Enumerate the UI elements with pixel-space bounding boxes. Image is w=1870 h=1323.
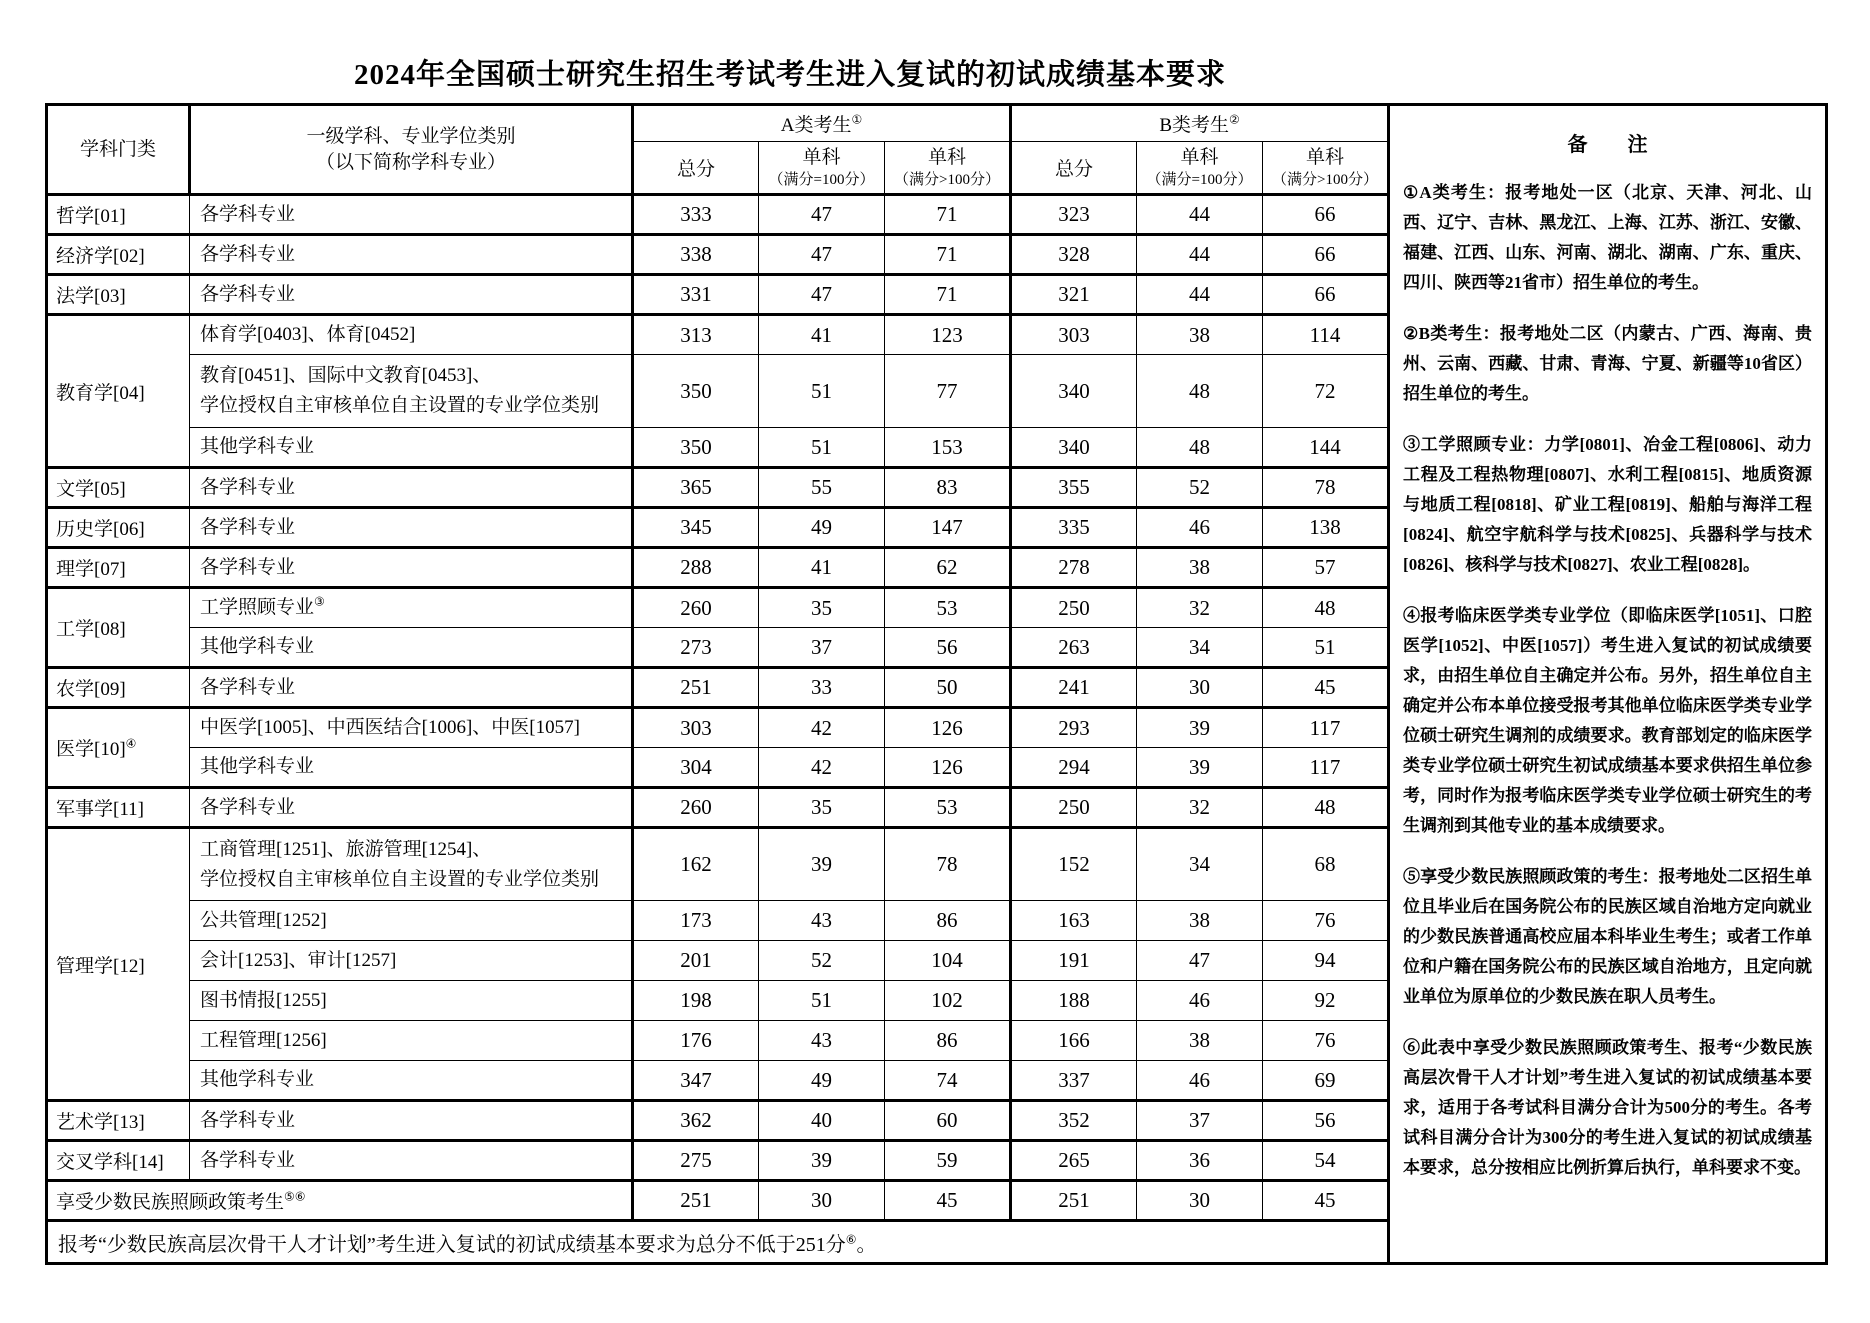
score-cell: 313 [633, 315, 759, 355]
score-cell: 335 [1011, 508, 1137, 548]
header-group-b-label: B类考生 [1159, 115, 1229, 136]
score-cell: 51 [1263, 628, 1389, 668]
header-group-a-label: A类考生 [780, 115, 852, 136]
score-cell: 41 [759, 315, 885, 355]
score-cell: 45 [885, 1181, 1011, 1221]
score-cell: 56 [885, 628, 1011, 668]
score-cell: 162 [633, 828, 759, 901]
score-cell: 43 [759, 901, 885, 941]
score-cell: 166 [1011, 1021, 1137, 1061]
note-paragraph: ⑥此表中享受少数民族照顾政策考生、报考“少数民族高层次骨干人才计划”考生进入复试的初试成绩基本要求，适用于各考试科目满分合计为500分的考生。各考试科目满分合计为300分的考生进入复试的初试成绩基本要求，总分按相应比例折算后执行，单科要求不变。 [1403, 1038, 1813, 1177]
score-cell: 265 [1011, 1141, 1137, 1181]
score-cell: 54 [1263, 1141, 1389, 1181]
score-cell: 35 [759, 588, 885, 628]
score-cell: 94 [1263, 941, 1389, 981]
score-cell: 44 [1137, 275, 1263, 315]
score-table [45, 103, 1828, 1265]
discipline-cell: 各学科专业 [190, 788, 633, 828]
score-cell: 42 [759, 708, 885, 748]
header-single-eq-b: 单科 （满分=100分） [1137, 142, 1263, 195]
score-cell: 39 [1137, 708, 1263, 748]
score-cell: 350 [633, 355, 759, 428]
score-cell: 51 [759, 981, 885, 1021]
score-cell: 260 [633, 588, 759, 628]
score-cell: 78 [885, 828, 1011, 901]
category-cell: 哲学[01] [47, 195, 190, 235]
score-cell: 198 [633, 981, 759, 1021]
score-cell: 323 [1011, 195, 1137, 235]
score-cell: 263 [1011, 628, 1137, 668]
score-cell: 304 [633, 748, 759, 788]
score-cell: 188 [1011, 981, 1137, 1021]
category-cell: 医学[10]④ [47, 708, 190, 788]
score-cell: 144 [1263, 428, 1389, 468]
score-cell: 69 [1263, 1061, 1389, 1101]
score-cell: 345 [633, 508, 759, 548]
score-cell: 52 [759, 941, 885, 981]
category-cell: 历史学[06] [47, 508, 190, 548]
score-cell: 45 [1263, 668, 1389, 708]
discipline-cell: 各学科专业 [190, 235, 633, 275]
discipline-cell: 各学科专业 [190, 195, 633, 235]
score-cell: 66 [1263, 275, 1389, 315]
discipline-cell: 各学科专业 [190, 1101, 633, 1141]
score-cell: 60 [885, 1101, 1011, 1141]
score-cell: 32 [1137, 788, 1263, 828]
score-cell: 123 [885, 315, 1011, 355]
header-subject-category: 学科门类 [47, 105, 190, 195]
score-cell: 293 [1011, 708, 1137, 748]
discipline-cell: 公共管理[1252] [190, 901, 633, 941]
score-cell: 37 [1137, 1101, 1263, 1141]
discipline-cell: 其他学科专业 [190, 1061, 633, 1101]
score-cell: 77 [885, 355, 1011, 428]
category-cell: 文学[05] [47, 468, 190, 508]
header-group-a [633, 105, 1011, 142]
score-cell: 76 [1263, 1021, 1389, 1061]
score-cell: 71 [885, 275, 1011, 315]
score-cell: 288 [633, 548, 759, 588]
discipline-cell: 会计[1253]、审计[1257] [190, 941, 633, 981]
score-cell: 49 [759, 1061, 885, 1101]
discipline-cell: 各学科专业 [190, 275, 633, 315]
score-cell: 59 [885, 1141, 1011, 1181]
score-cell: 72 [1263, 355, 1389, 428]
score-cell: 355 [1011, 468, 1137, 508]
score-cell: 153 [885, 428, 1011, 468]
discipline-cell: 其他学科专业 [190, 628, 633, 668]
category-cell: 交叉学科[14] [47, 1141, 190, 1181]
score-cell: 362 [633, 1101, 759, 1141]
score-cell: 251 [633, 1181, 759, 1221]
note-ref-2: ② [1229, 112, 1240, 127]
score-cell: 39 [759, 1141, 885, 1181]
category-cell: 军事学[11] [47, 788, 190, 828]
header-total-b: 总分 [1011, 142, 1137, 195]
discipline-cell: 教育[0451]、国际中文教育[0453]、 学位授权自主审核单位自主设置的专业学位类别 [190, 355, 633, 428]
score-cell: 40 [759, 1101, 885, 1141]
score-cell: 126 [885, 748, 1011, 788]
score-cell: 250 [1011, 588, 1137, 628]
score-cell: 44 [1137, 195, 1263, 235]
score-cell: 46 [1137, 1061, 1263, 1101]
discipline-cell: 各学科专业 [190, 548, 633, 588]
score-cell: 275 [633, 1141, 759, 1181]
category-cell: 农学[09] [47, 668, 190, 708]
score-cell: 37 [759, 628, 885, 668]
note-paragraph: ④报考临床医学类专业学位（即临床医学[1051]、口腔医学[1052]、中医[1057]）考生进入复试的初试成绩要求，由招生单位自主确定并公布。另外，招生单位自主确定并公布本单位接受报考其他单位临床医学类专业学位硕士研究生调剂的成绩要求。教育部划定的临床医学类专业学位硕士研究生初试成绩基本要求供招生单位参考，同时作为报考临床医学类专业学位硕士研究生的考生调剂到其他专业的基本成绩要求。 [1403, 606, 1813, 835]
discipline-cell: 工程管理[1256] [190, 1021, 633, 1061]
discipline-cell: 各学科专业 [190, 508, 633, 548]
score-cell: 44 [1137, 235, 1263, 275]
score-cell: 46 [1137, 508, 1263, 548]
score-cell: 66 [1263, 235, 1389, 275]
score-cell: 47 [759, 195, 885, 235]
score-cell: 34 [1137, 828, 1263, 901]
score-cell: 347 [633, 1061, 759, 1101]
score-cell: 86 [885, 1021, 1011, 1061]
notes-column [1389, 105, 1827, 1264]
score-cell: 47 [759, 275, 885, 315]
score-cell: 51 [759, 428, 885, 468]
note-paragraph: ②B类考生：报考地处二区（内蒙古、广西、海南、贵州、云南、西藏、甘肃、青海、宁夏、新疆等10省区）招生单位的考生。 [1403, 324, 1813, 403]
score-cell: 55 [759, 468, 885, 508]
score-cell: 71 [885, 235, 1011, 275]
score-cell: 47 [1137, 941, 1263, 981]
score-cell: 38 [1137, 901, 1263, 941]
score-cell: 241 [1011, 668, 1137, 708]
score-cell: 86 [885, 901, 1011, 941]
score-cell: 48 [1137, 355, 1263, 428]
score-cell: 176 [633, 1021, 759, 1061]
score-cell: 47 [759, 235, 885, 275]
discipline-cell: 其他学科专业 [190, 428, 633, 468]
score-cell: 333 [633, 195, 759, 235]
score-cell: 43 [759, 1021, 885, 1061]
score-cell: 52 [1137, 468, 1263, 508]
score-cell: 114 [1263, 315, 1389, 355]
score-cell: 32 [1137, 588, 1263, 628]
score-cell: 48 [1263, 788, 1389, 828]
category-cell: 管理学[12] [47, 828, 190, 1101]
header-total-a: 总分 [633, 142, 759, 195]
header-group-b [1011, 105, 1389, 142]
discipline-cell: 各学科专业 [190, 468, 633, 508]
score-cell: 46 [1137, 981, 1263, 1021]
score-cell: 49 [759, 508, 885, 548]
score-cell: 126 [885, 708, 1011, 748]
category-cell: 教育学[04] [47, 315, 190, 468]
score-cell: 352 [1011, 1101, 1137, 1141]
score-cell: 57 [1263, 548, 1389, 588]
note-paragraph: ⑤享受少数民族照顾政策的考生：报考地处二区招生单位且毕业后在国务院公布的民族区域自治地方定向就业的少数民族普通高校应届本科毕业生考生；或者工作单位和户籍在国务院公布的民族区域自治地方，且定向就业单位为原单位的少数民族在职人员考生。 [1403, 867, 1813, 1006]
score-cell: 66 [1263, 195, 1389, 235]
score-cell: 83 [885, 468, 1011, 508]
score-cell: 321 [1011, 275, 1137, 315]
score-cell: 138 [1263, 508, 1389, 548]
score-cell: 53 [885, 788, 1011, 828]
score-cell: 338 [633, 235, 759, 275]
score-cell: 35 [759, 788, 885, 828]
notes-title: 备 注 [1567, 134, 1648, 156]
score-cell: 147 [885, 508, 1011, 548]
score-cell: 251 [633, 668, 759, 708]
score-cell: 30 [759, 1181, 885, 1221]
score-cell: 34 [1137, 628, 1263, 668]
score-cell: 74 [885, 1061, 1011, 1101]
score-cell: 294 [1011, 748, 1137, 788]
score-cell: 56 [1263, 1101, 1389, 1141]
header-single-gt-b: 单科 （满分>100分） [1263, 142, 1389, 195]
score-cell: 30 [1137, 668, 1263, 708]
score-cell: 92 [1263, 981, 1389, 1021]
score-cell: 33 [759, 668, 885, 708]
header-discipline: 一级学科、专业学位类别 （以下简称学科专业） [190, 105, 633, 195]
score-cell: 303 [1011, 315, 1137, 355]
score-cell: 39 [759, 828, 885, 901]
score-cell: 48 [1263, 588, 1389, 628]
score-cell: 36 [1137, 1141, 1263, 1181]
score-cell: 340 [1011, 355, 1137, 428]
discipline-cell: 体育学[0403]、体育[0452] [190, 315, 633, 355]
category-cell: 法学[03] [47, 275, 190, 315]
score-cell: 251 [1011, 1181, 1137, 1221]
score-cell: 250 [1011, 788, 1137, 828]
score-cell: 41 [759, 548, 885, 588]
score-cell: 331 [633, 275, 759, 315]
score-cell: 48 [1137, 428, 1263, 468]
score-cell: 152 [1011, 828, 1137, 901]
discipline-cell: 各学科专业 [190, 1141, 633, 1181]
score-cell: 173 [633, 901, 759, 941]
discipline-cell: 其他学科专业 [190, 748, 633, 788]
score-cell: 104 [885, 941, 1011, 981]
category-cell: 工学[08] [47, 588, 190, 668]
score-cell: 278 [1011, 548, 1137, 588]
discipline-cell: 中医学[1005]、中西医结合[1006]、中医[1057] [190, 708, 633, 748]
score-cell: 38 [1137, 315, 1263, 355]
page-title: 2024年全国硕士研究生招生考试考生进入复试的初试成绩基本要求 [353, 59, 1226, 91]
note-ref-1: ① [851, 112, 863, 127]
header-single-gt-a: 单科 （满分>100分） [885, 142, 1011, 195]
category-cell: 享受少数民族照顾政策考生⑤⑥ [47, 1181, 633, 1221]
score-cell: 191 [1011, 941, 1137, 981]
score-cell: 39 [1137, 748, 1263, 788]
discipline-cell: 各学科专业 [190, 668, 633, 708]
score-cell: 76 [1263, 901, 1389, 941]
score-cell: 365 [633, 468, 759, 508]
score-cell: 62 [885, 548, 1011, 588]
score-cell: 78 [1263, 468, 1389, 508]
category-cell: 理学[07] [47, 548, 190, 588]
score-cell: 71 [885, 195, 1011, 235]
discipline-cell: 图书情报[1255] [190, 981, 633, 1021]
score-cell: 45 [1263, 1181, 1389, 1221]
score-cell: 102 [885, 981, 1011, 1021]
score-cell: 328 [1011, 235, 1137, 275]
score-cell: 51 [759, 355, 885, 428]
score-cell: 117 [1263, 748, 1389, 788]
score-cell: 340 [1011, 428, 1137, 468]
table-footer-note: 报考“少数民族高层次骨干人才计划”考生进入复试的初试成绩基本要求为总分不低于251分⑥。 [47, 1221, 1389, 1264]
discipline-cell: 工商管理[1251]、旅游管理[1254]、 学位授权自主审核单位自主设置的专业学位类别 [190, 828, 633, 901]
score-cell: 350 [633, 428, 759, 468]
score-cell: 117 [1263, 708, 1389, 748]
score-cell: 337 [1011, 1061, 1137, 1101]
score-cell: 201 [633, 941, 759, 981]
score-cell: 38 [1137, 548, 1263, 588]
discipline-cell: 工学照顾专业③ [190, 588, 633, 628]
score-cell: 260 [633, 788, 759, 828]
category-cell: 经济学[02] [47, 235, 190, 275]
score-cell: 42 [759, 748, 885, 788]
notes-wrap [1390, 106, 1825, 1258]
header-single-eq-a: 单科 （满分=100分） [759, 142, 885, 195]
score-cell: 303 [633, 708, 759, 748]
score-cell: 68 [1263, 828, 1389, 901]
score-cell: 50 [885, 668, 1011, 708]
note-paragraph: ①A类考生：报考地处一区（北京、天津、河北、山西、辽宁、吉林、黑龙江、上海、江苏、浙江、安徽、福建、江西、山东、河南、湖北、湖南、广东、重庆、四川、陕西等21省市）招生单位的考生。 [1403, 183, 1813, 292]
note-paragraph: ③工学照顾专业：力学[0801]、冶金工程[0806]、动力工程及工程热物理[0807]、水利工程[0815]、地质资源与地质工程[0818]、矿业工程[0819]、船舶与海洋工程[0824]、航空宇航科学与技术[0825]、兵器科学与技术[0826]、核科学与技术[0827]、农业工程[0828]。 [1403, 435, 1813, 574]
score-cell: 163 [1011, 901, 1137, 941]
score-cell: 38 [1137, 1021, 1263, 1061]
category-cell: 艺术学[13] [47, 1101, 190, 1141]
score-cell: 53 [885, 588, 1011, 628]
score-cell: 30 [1137, 1181, 1263, 1221]
score-cell: 273 [633, 628, 759, 668]
